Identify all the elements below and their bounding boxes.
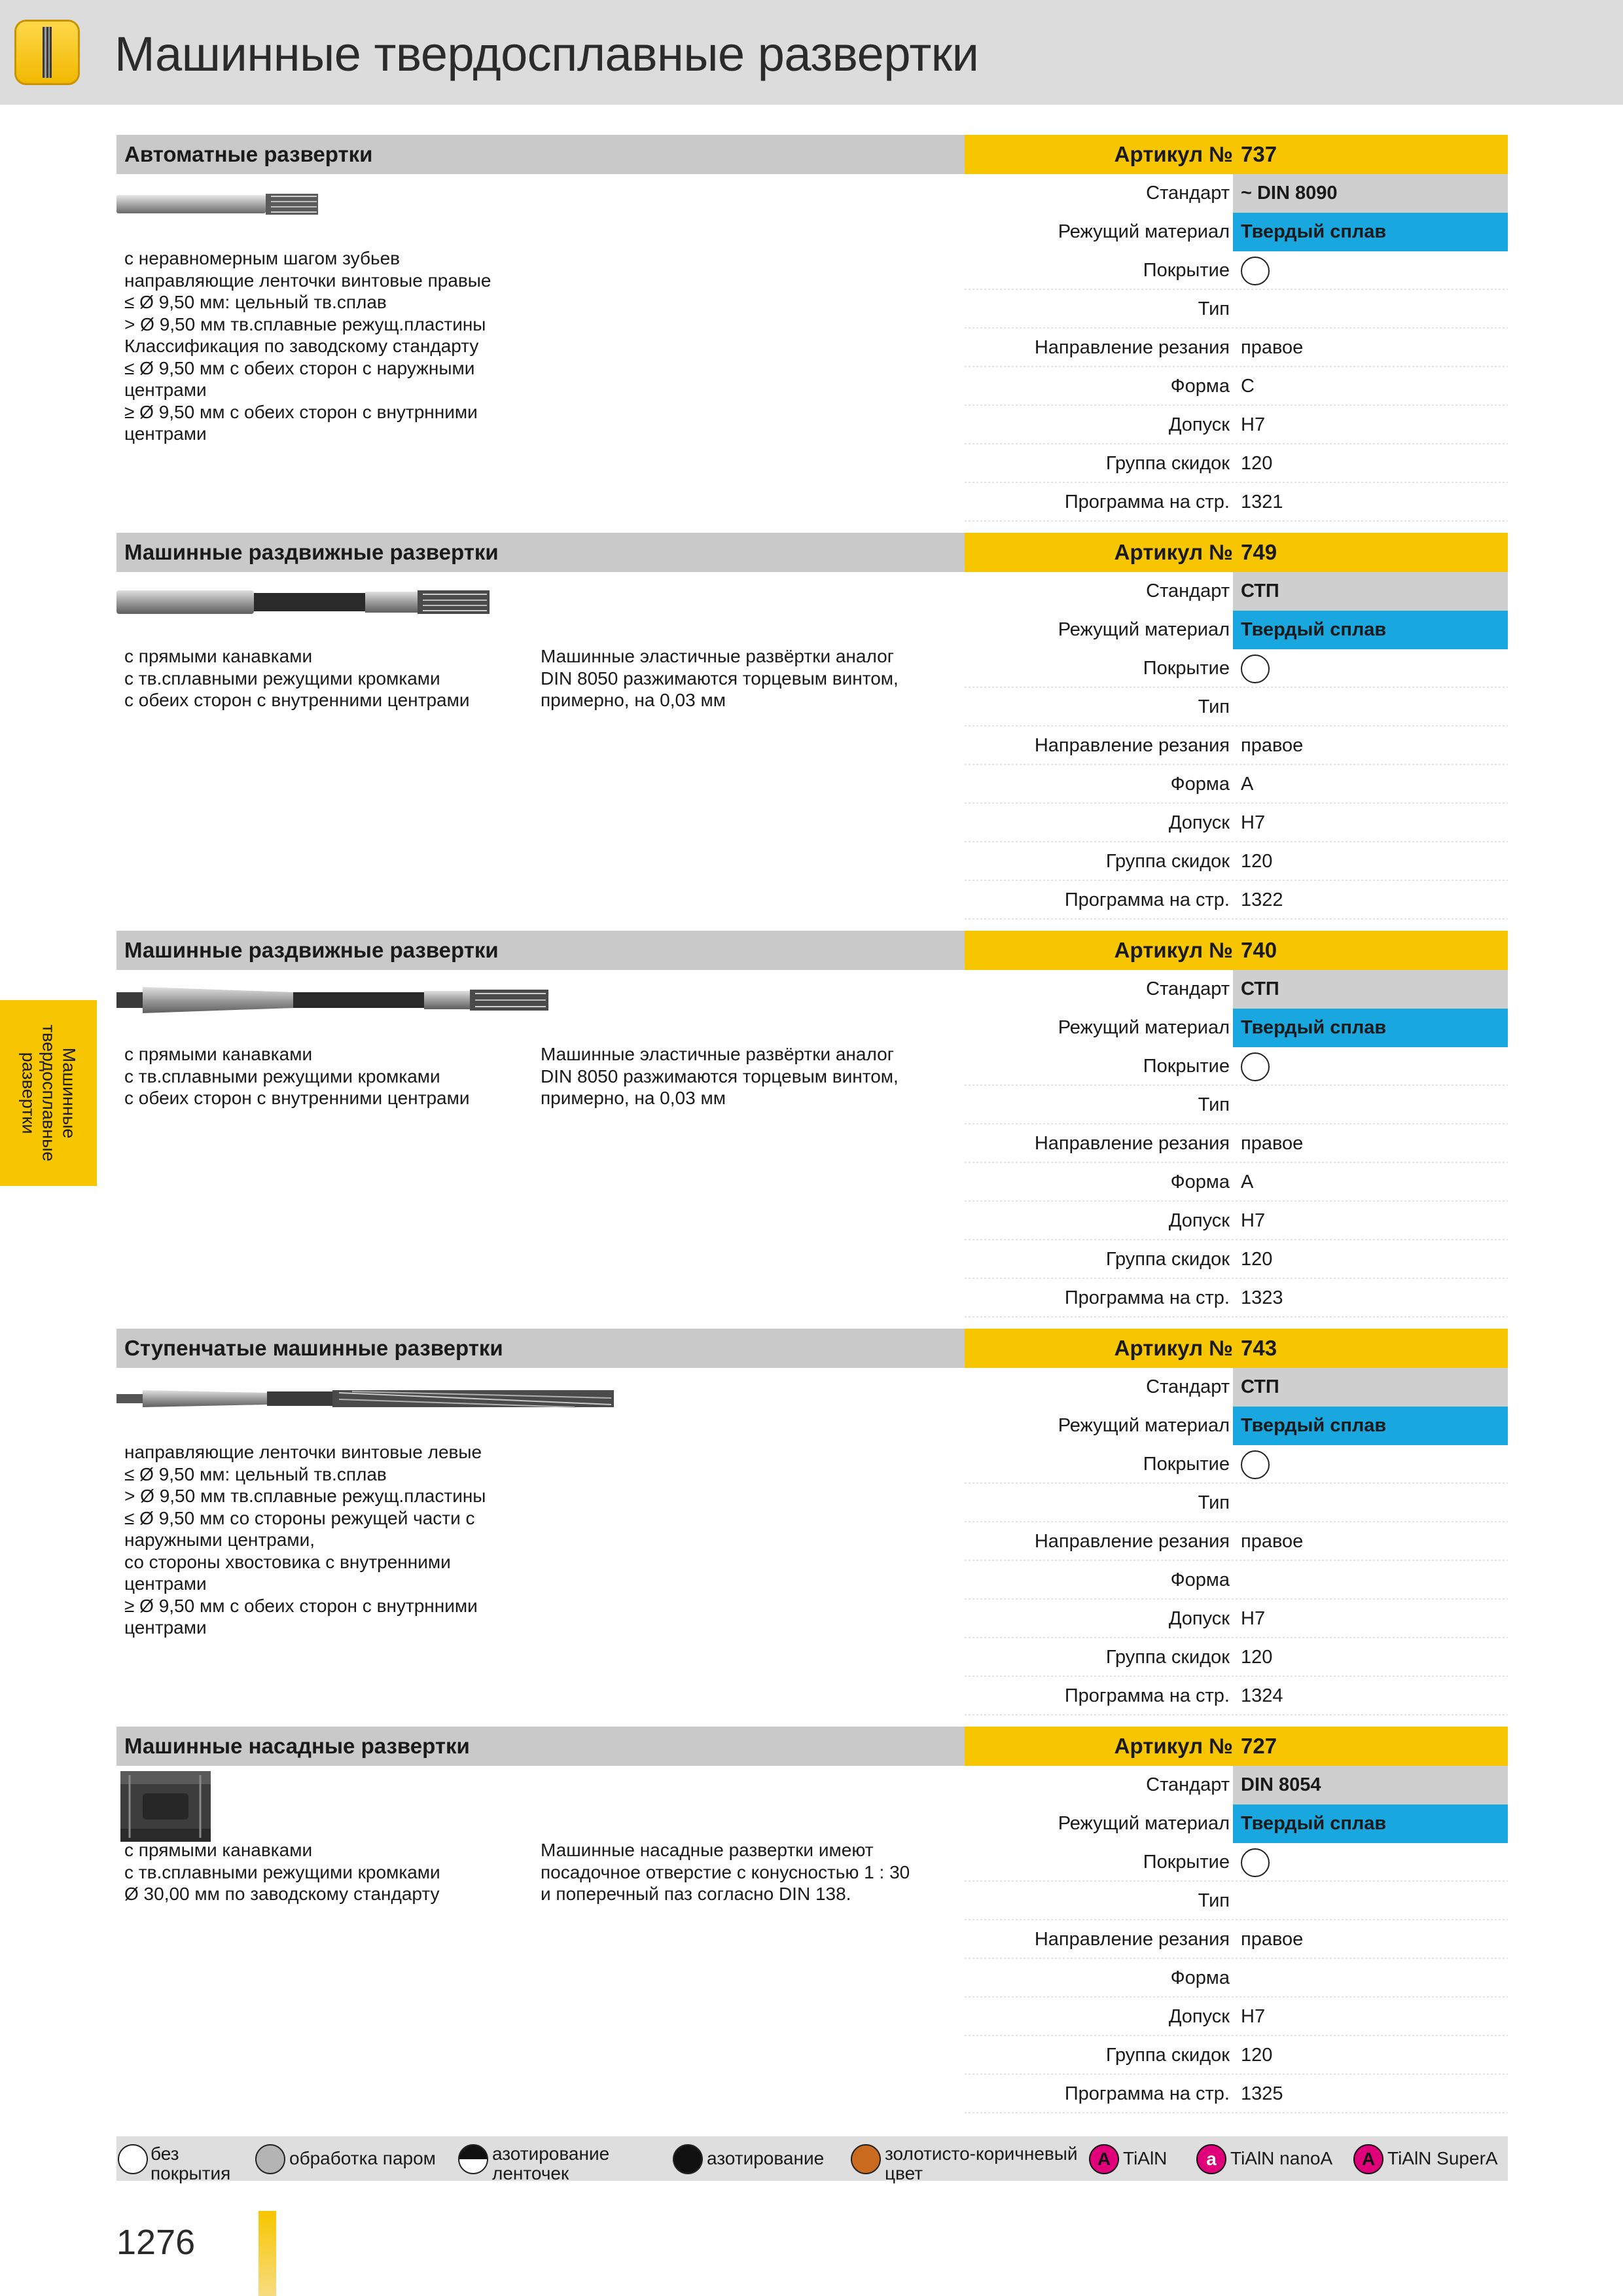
prop-row-coating (965, 251, 1508, 290)
legend-label: обработка паром (289, 2148, 436, 2168)
prop-row-direction (965, 1124, 1508, 1163)
prop-row-program (965, 1677, 1508, 1715)
prop-label: Покрытие (1143, 658, 1230, 679)
prop-value: Твердый сплав (1241, 221, 1387, 242)
legend-tialn-nanoa (1196, 2136, 1353, 2181)
product-description: с прямыми канавками с тв.сплавными режущими кромками с обеих сторон с внутренними центрами (124, 1044, 470, 1108)
legend-label: золотисто-коричневый цвет (885, 2144, 1078, 2183)
prop-row-form (965, 765, 1508, 804)
row-divider (965, 918, 1508, 920)
automatic-reamer-image (116, 185, 326, 224)
prop-label: Стандарт (1146, 1376, 1230, 1397)
prop-label: Форма (1170, 1967, 1230, 1988)
prop-row-material (965, 1009, 1508, 1047)
prop-value: H7 (1241, 414, 1266, 435)
prop-label: Стандарт (1146, 183, 1230, 204)
page-color-strip (259, 2211, 276, 2296)
legend-label: азотирование ленточек (492, 2144, 610, 2183)
gold-brown-circle-icon (851, 2144, 881, 2174)
prop-label: Направление резания (1034, 1929, 1230, 1950)
prop-label: Форма (1170, 376, 1230, 397)
prop-value: 1322 (1241, 889, 1283, 910)
chapter-side-tab[interactable] (0, 1000, 97, 1186)
prop-row-standard (965, 572, 1508, 611)
uncoated-circle-icon (1241, 655, 1270, 683)
prop-value: H7 (1241, 1210, 1266, 1231)
uncoated-circle-icon (118, 2144, 148, 2174)
legend-label: без покрытия (151, 2144, 231, 2183)
article-bar (965, 1329, 1508, 1368)
prop-value: ~ DIN 8090 (1241, 183, 1338, 204)
prop-label: Тип (1198, 696, 1230, 717)
prop-value: правое (1241, 1133, 1304, 1154)
article-number: 737 (1241, 142, 1277, 166)
prop-row-program (965, 1279, 1508, 1318)
prop-value: Твердый сплав (1241, 1415, 1387, 1436)
side-tab-line: твердосплавные (39, 1024, 59, 1162)
prop-row-material (965, 611, 1508, 649)
prop-value: СТП (1241, 1376, 1279, 1397)
nitrided-circle-icon (673, 2144, 703, 2174)
prop-row-tolerance (965, 804, 1508, 842)
prop-row-direction (965, 1522, 1508, 1561)
prop-row-direction (965, 1920, 1508, 1959)
section-title: Машинные раздвижные развертки (124, 938, 499, 962)
page-number: 1276 (116, 2223, 196, 2262)
prop-row-material (965, 213, 1508, 251)
prop-label: Допуск (1168, 414, 1230, 435)
prop-label: Программа на стр. (1064, 492, 1230, 512)
prop-row-discount (965, 444, 1508, 483)
product-section-749 (116, 533, 1508, 931)
prop-label: Стандарт (1146, 581, 1230, 601)
prop-value: 1323 (1241, 1287, 1283, 1308)
section-title: Автоматные развертки (124, 142, 373, 166)
coating-legend (116, 2136, 1508, 2181)
prop-label: Программа на стр. (1064, 1685, 1230, 1706)
uncoated-circle-icon (1241, 257, 1270, 285)
prop-value: 120 (1241, 453, 1273, 474)
product-description: с неравномерным шагом зубьев направляющие ленточки винтовые правые ≤ Ø 9,50 мм: цельный тв.сплав > Ø 9,50 мм тв.сплавные режущ.пластины Классификация по заводскому стандарту ≤ Ø 9,50 мм с обеих сторон с наружными центрами ≥ Ø 9,50 мм с обеих сторон с внутрнними центрами (124, 248, 491, 444)
row-divider (965, 520, 1508, 522)
prop-row-standard (965, 1368, 1508, 1407)
prop-value: A (1241, 774, 1254, 795)
article-label: Артикул № (1114, 938, 1233, 962)
shell-reamer-image (116, 1767, 215, 1846)
prop-value: правое (1241, 1531, 1304, 1552)
prop-row-form (965, 367, 1508, 406)
prop-label: Форма (1170, 774, 1230, 795)
prop-value: правое (1241, 1929, 1304, 1950)
section-title-bar (116, 1727, 965, 1766)
legend-gold-brown (849, 2136, 1098, 2181)
prop-label: Допуск (1168, 1608, 1230, 1629)
product-description: направляющие ленточки винтовые левые ≤ Ø 9,50 мм: цельный тв.сплав > Ø 9,50 мм тв.сплавные режущ.пластины ≤ Ø 9,50 мм со стороны режущей части с наружными центрами, со стороны хвостовика с внутренними центрами ≥ Ø 9,50 мм с обеих сторон с внутрнними центрами (124, 1442, 486, 1638)
article-label: Артикул № (1114, 1734, 1233, 1758)
article-bar (965, 533, 1508, 572)
prop-value: Твердый сплав (1241, 619, 1387, 640)
prop-value: СТП (1241, 978, 1279, 999)
legend-label: азотирование (707, 2148, 825, 2168)
product-description: с прямыми канавками с тв.сплавными режущими кромками с обеих сторон с внутренними центрами (124, 646, 470, 710)
prop-value: правое (1241, 337, 1304, 358)
steam-treated-circle-icon (255, 2144, 285, 2174)
adjustable-reamer-image (116, 583, 509, 622)
prop-row-discount (965, 1638, 1508, 1677)
prop-value: 1325 (1241, 2083, 1283, 2104)
prop-value: 120 (1241, 851, 1273, 872)
prop-row-tolerance (965, 1998, 1508, 2036)
tialn-icon: A (1089, 2144, 1119, 2174)
prop-label: Программа на стр. (1064, 1287, 1230, 1308)
legend-tialn (1089, 2136, 1194, 2181)
prop-row-program (965, 483, 1508, 522)
article-number: 727 (1241, 1734, 1277, 1758)
prop-row-standard (965, 970, 1508, 1009)
section-title-bar (116, 533, 965, 572)
prop-value: 120 (1241, 2045, 1273, 2066)
prop-row-form (965, 1163, 1508, 1202)
prop-label: Группа скидок (1105, 1249, 1230, 1270)
prop-row-type (965, 1882, 1508, 1920)
row-divider (965, 1714, 1508, 1715)
step-reamer-image (116, 1378, 640, 1418)
prop-row-form (965, 1959, 1508, 1998)
legend-half-nitrided (457, 2136, 653, 2181)
uncoated-circle-icon (1241, 1848, 1270, 1877)
prop-row-material (965, 1804, 1508, 1843)
prop-label: Режущий материал (1058, 1415, 1230, 1436)
prop-label: Группа скидок (1105, 851, 1230, 872)
legend-label: TiAlN (1123, 2148, 1168, 2168)
prop-row-form (965, 1561, 1508, 1600)
prop-row-coating (965, 1047, 1508, 1086)
prop-row-discount (965, 2036, 1508, 2075)
prop-label: Группа скидок (1105, 453, 1230, 474)
legend-label: TiAlN SuperA (1387, 2148, 1498, 2168)
prop-label: Направление резания (1034, 1531, 1230, 1552)
article-number: 740 (1241, 938, 1277, 962)
product-note: Машинные эластичные развёртки аналог DIN 8050 разжимаются торцевым винтом, примерно, на 0,03 мм (541, 1044, 899, 1108)
section-title: Ступенчатые машинные развертки (124, 1336, 503, 1360)
prop-label: Направление резания (1034, 337, 1230, 358)
prop-row-type (965, 1086, 1508, 1124)
legend-label: TiAlN nanoA (1230, 2148, 1333, 2168)
prop-value: DIN 8054 (1241, 1774, 1321, 1795)
legend-uncoated (116, 2136, 247, 2181)
prop-row-type (965, 290, 1508, 329)
legend-steam (254, 2136, 450, 2181)
prop-value: 1324 (1241, 1685, 1283, 1706)
product-note: Машинные насадные развертки имеют посадочное отверстие с конусностью 1 : 30 и поперечный паз согласно DIN 138. (541, 1840, 910, 1904)
prop-label: Группа скидок (1105, 2045, 1230, 2066)
prop-label: Режущий материал (1058, 221, 1230, 242)
prop-label: Форма (1170, 1570, 1230, 1590)
prop-row-discount (965, 842, 1508, 881)
row-divider (965, 2112, 1508, 2113)
prop-label: Направление резания (1034, 735, 1230, 756)
article-number: 743 (1241, 1336, 1277, 1360)
prop-label: Покрытие (1143, 1454, 1230, 1475)
prop-row-coating (965, 1445, 1508, 1484)
tialn-supera-icon: A (1353, 2144, 1383, 2174)
prop-value: A (1241, 1172, 1254, 1193)
half-nitrided-circle-icon (458, 2144, 488, 2174)
prop-row-program (965, 881, 1508, 920)
product-section-737 (116, 135, 1508, 533)
article-bar (965, 931, 1508, 970)
article-label: Артикул № (1114, 1336, 1233, 1360)
prop-row-program (965, 2075, 1508, 2113)
prop-row-discount (965, 1240, 1508, 1279)
prop-value: H7 (1241, 1608, 1266, 1629)
prop-label: Программа на стр. (1064, 2083, 1230, 2104)
prop-value: 1321 (1241, 492, 1283, 512)
prop-label: Допуск (1168, 2006, 1230, 2027)
prop-row-type (965, 688, 1508, 726)
product-description: с прямыми канавками с тв.сплавными режущими кромками Ø 30,00 мм по заводскому стандарту (124, 1840, 440, 1904)
prop-value: Твердый сплав (1241, 1813, 1387, 1834)
prop-row-tolerance (965, 1202, 1508, 1240)
prop-label: Покрытие (1143, 260, 1230, 281)
prop-label: Стандарт (1146, 1774, 1230, 1795)
prop-row-standard (965, 174, 1508, 213)
section-title-bar (116, 1329, 965, 1368)
prop-label: Форма (1170, 1172, 1230, 1193)
prop-label: Тип (1198, 1094, 1230, 1115)
prop-label: Допуск (1168, 1210, 1230, 1231)
prop-label: Покрытие (1143, 1852, 1230, 1873)
prop-value: H7 (1241, 812, 1266, 833)
prop-value: C (1241, 376, 1255, 397)
uncoated-circle-icon (1241, 1450, 1270, 1479)
prop-label: Тип (1198, 1492, 1230, 1513)
legend-nitrided (671, 2136, 855, 2181)
side-tab-line: развертки (18, 1052, 39, 1134)
section-title-bar (116, 135, 965, 174)
page-title: Машинные твердосплавные развертки (115, 27, 979, 81)
uncoated-circle-icon (1241, 1052, 1270, 1081)
prop-label: Покрытие (1143, 1056, 1230, 1077)
taper-shank-adjustable-reamer-image (116, 980, 562, 1020)
prop-row-standard (965, 1766, 1508, 1804)
tialn-nanoa-icon: a (1196, 2144, 1226, 2174)
product-section-743 (116, 1329, 1508, 1727)
article-bar (965, 135, 1508, 174)
section-title-bar (116, 931, 965, 970)
side-tab-line: Машинные (59, 1047, 79, 1139)
prop-row-direction (965, 329, 1508, 367)
product-section-727 (116, 1727, 1508, 2125)
prop-value: H7 (1241, 2006, 1266, 2027)
prop-label: Допуск (1168, 812, 1230, 833)
prop-label: Режущий материал (1058, 619, 1230, 640)
prop-label: Программа на стр. (1064, 889, 1230, 910)
prop-value: Твердый сплав (1241, 1017, 1387, 1038)
section-title: Машинные насадные развертки (124, 1734, 470, 1758)
reamer-catalog-icon (14, 20, 80, 85)
article-label: Артикул № (1114, 142, 1233, 166)
prop-label: Стандарт (1146, 978, 1230, 999)
prop-label: Направление резания (1034, 1133, 1230, 1154)
prop-label: Группа скидок (1105, 1647, 1230, 1668)
prop-row-coating (965, 649, 1508, 688)
prop-row-tolerance (965, 406, 1508, 444)
product-note: Машинные эластичные развёртки аналог DIN 8050 разжимаются торцевым винтом, примерно, на 0,03 мм (541, 646, 899, 710)
prop-row-coating (965, 1843, 1508, 1882)
prop-label: Тип (1198, 1890, 1230, 1911)
prop-row-type (965, 1484, 1508, 1522)
section-title: Машинные раздвижные развертки (124, 540, 499, 564)
article-bar (965, 1727, 1508, 1766)
prop-label: Режущий материал (1058, 1017, 1230, 1038)
chapter-side-tab-label (18, 1000, 79, 1186)
legend-tialn-supera (1353, 2136, 1508, 2181)
prop-row-direction (965, 726, 1508, 765)
prop-label: Режущий материал (1058, 1813, 1230, 1834)
prop-label: Тип (1198, 298, 1230, 319)
page-header (0, 0, 1623, 105)
prop-value: СТП (1241, 581, 1279, 601)
row-divider (965, 1316, 1508, 1318)
prop-value: 120 (1241, 1249, 1273, 1270)
prop-row-tolerance (965, 1600, 1508, 1638)
prop-row-material (965, 1407, 1508, 1445)
article-number: 749 (1241, 540, 1277, 564)
product-section-740 (116, 931, 1508, 1329)
prop-value: правое (1241, 735, 1304, 756)
article-label: Артикул № (1114, 540, 1233, 564)
prop-value: 120 (1241, 1647, 1273, 1668)
